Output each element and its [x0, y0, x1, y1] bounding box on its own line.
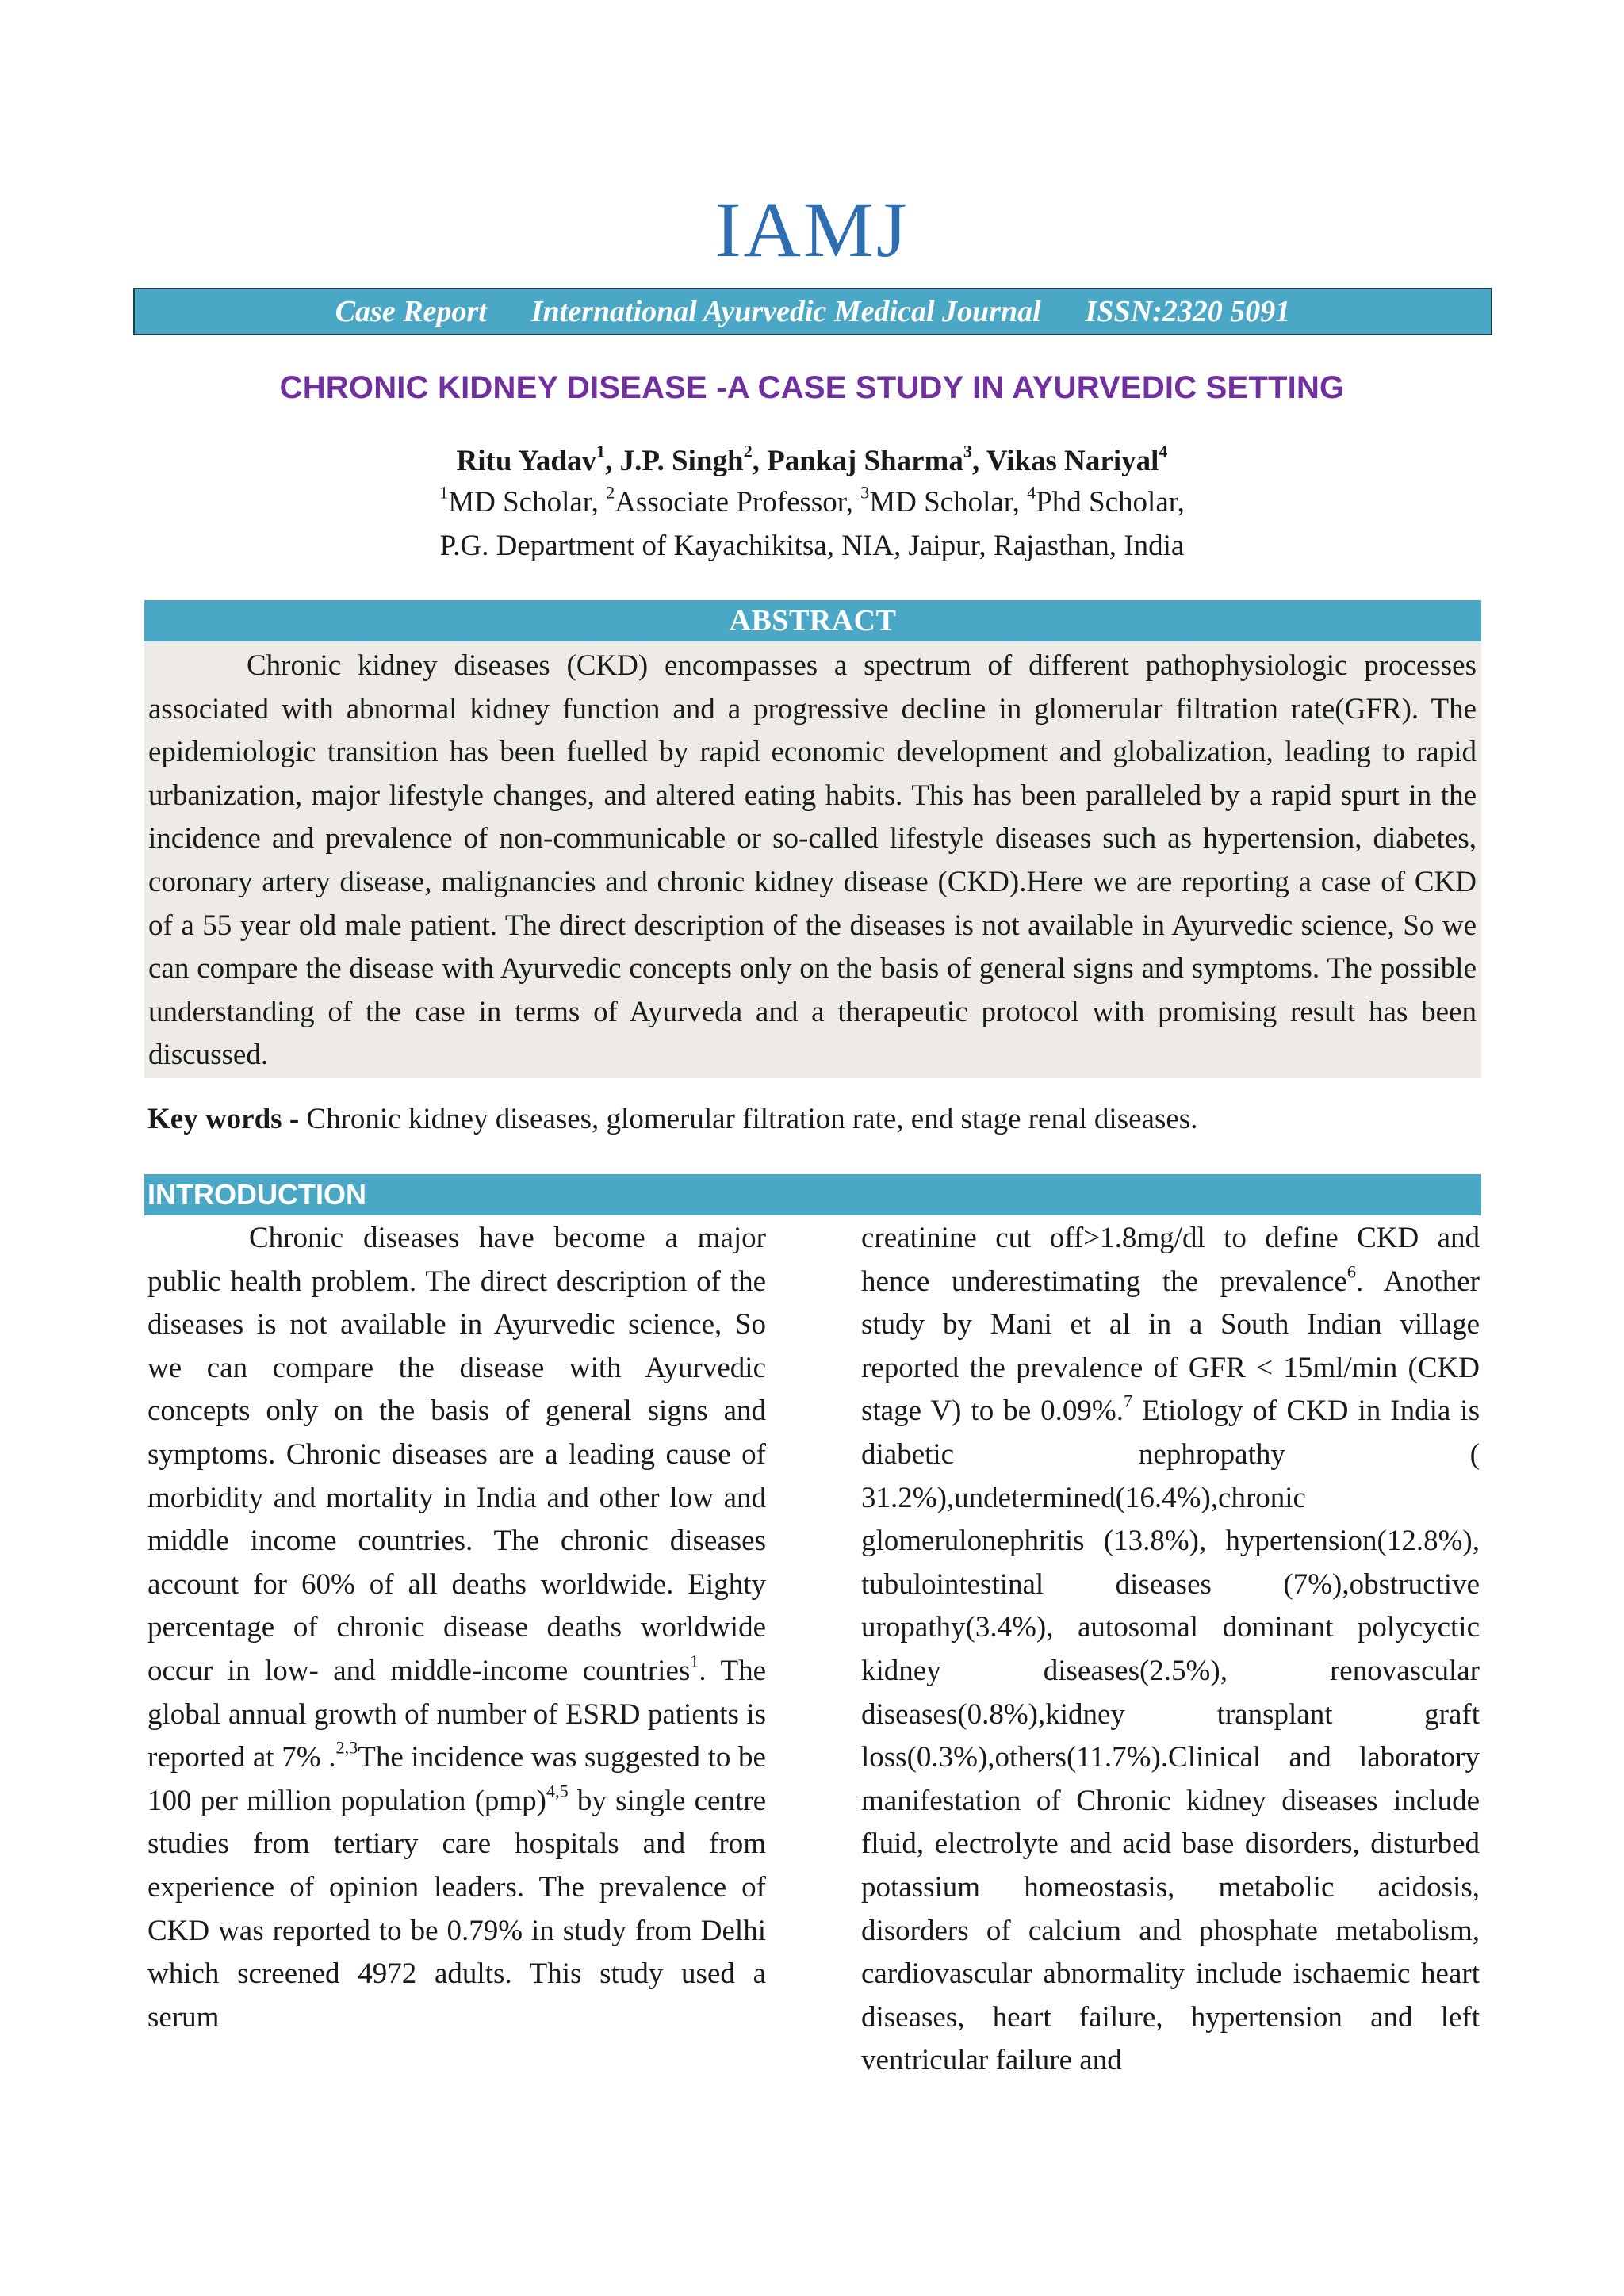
text-run: by single centre studies from tertiary care hospitals and from experience of opinion leaders. The prevalence of CKD was reported to be 0.79% in study from Delhi which screened 4972 adults. This study used a serum: [147, 1784, 767, 2034]
citation: 4,5: [546, 1781, 569, 1801]
abstract-text: Chronic kidney diseases (CKD) encompasses a spectrum of different pathophysiologic processes associated with abnormal kidney function and a progressive decline in glomerular filtration rate(GFR). The epidemiologic transition has been fuelled by rapid economic development and globalization, leading to rapid urbanization, major lifestyle changes, and altered eating habits. This has been paralleled by a rapid spurt in the incidence and prevalence of non-communicable or so-called lifestyle diseases such as hypertension, diabetes, coronary artery disease, malignancies and chronic kidney disease (CKD).Here we are reporting a case of CKD of a 55 year old male patient. The direct description of the diseases is not available in Ayurvedic science, So we can compare the disease with Ayurvedic concepts only on the basis of general signs and symptoms. The possible understanding of the case in terms of Ayurveda and a therapeutic protocol with promising result has been discussed.: [148, 649, 1477, 1072]
author-roles: [0, 482, 1624, 519]
author-name: Pankaj Sharma: [767, 445, 963, 477]
role-sup: 1: [439, 482, 449, 503]
role: MD Scholar,: [448, 486, 599, 519]
intro-column-left: [147, 1217, 766, 2039]
article-type: Case Report: [335, 295, 487, 328]
intro-paragraph: [147, 1217, 766, 2039]
keywords-text: Chronic kidney diseases, glomerular filtration rate, end stage renal diseases.: [299, 1103, 1198, 1135]
citation: 2,3: [335, 1737, 358, 1758]
citation: 6: [1346, 1261, 1356, 1281]
author-sup: 4: [1159, 441, 1168, 461]
journal-header-bar: [133, 288, 1492, 335]
introduction-heading: INTRODUCTION: [144, 1174, 1481, 1215]
intro-paragraph: [861, 1217, 1480, 2083]
citation: 7: [1123, 1391, 1133, 1411]
article-title: CHRONIC KIDNEY DISEASE -A CASE STUDY IN AYURVEDIC SETTING: [279, 370, 1345, 405]
text-run: . The global annual growth of number of ESRD patients is reported at 7% .: [147, 1654, 766, 1774]
keywords-label: Key words -: [147, 1103, 300, 1135]
role-sup: 3: [860, 482, 870, 503]
author-name: Ritu Yadav: [456, 445, 596, 477]
text-run: creatinine cut off>1.8mg/dl to define CKD and hence underestimating the prevalence: [861, 1222, 1480, 1298]
citation: 1: [690, 1651, 699, 1671]
author-sup: 2: [743, 441, 753, 461]
role-sup: 2: [606, 482, 615, 503]
author-sup: 3: [963, 441, 972, 461]
role: Phd Scholar,: [1036, 486, 1185, 519]
affiliation: P.G. Department of Kayachikitsa, NIA, Jaipur, Rajasthan, India: [439, 530, 1185, 562]
author-list: Ritu Yadav$^1$, J.P. Singh$^2$, Pankaj Sharma$^3$, Vikas Nariyal$^4$: [456, 441, 1168, 477]
keywords: [147, 1102, 1480, 1136]
author-name: J.P. Singh: [619, 445, 744, 477]
role-sup: 4: [1027, 482, 1036, 503]
abstract-box: [144, 641, 1481, 1078]
journal-name: International Ayurvedic Medical Journal: [530, 295, 1041, 328]
intro-column-right: [861, 1217, 1480, 2083]
role: MD Scholar,: [869, 486, 1020, 519]
role: Associate Professor,: [615, 486, 853, 519]
author-sup: 1: [596, 441, 606, 461]
abstract-heading: ABSTRACT: [144, 600, 1481, 641]
text-run: . Another study by Mani et al in a South Indian village reported the prevalence of GFR < 15ml/min (CKD stage V) to be 0.09%.: [861, 1265, 1480, 1428]
journal-logo: IAMJ: [714, 186, 910, 274]
text-run: Etiology of CKD in India is diabetic nephropathy ( 31.2%),undetermined(16.4%),chronic glomerulonephritis (13.8%), hypertension(12.8%), tubulointestinal diseases (7%),obstructive uropathy(3.4%), autosomal dominant polycyctic kidney diseases(2.5%), renovascular diseases(0.8%),kidney transplant graft loss(0.3%),others(11.7%).Clinical and laboratory manifestation of Chronic kidney diseases include fluid, electrolyte and acid base disorders, disturbed potassium homeostasis, metabolic acidosis, disorders of calcium and phosphate metabolism, cardiovascular abnormality include ischaemic heart diseases, heart failure, hypertension and left ventricular failure and: [861, 1395, 1480, 2077]
text-run: Chronic diseases have become a major public health problem. The direct description of the diseases is not available in Ayurvedic science, So we can compare the disease with Ayurvedic concepts only on the basis of general signs and symptoms. Chronic diseases are a leading cause of morbidity and mortality in India and other low and middle income countries. The chronic diseases account for 60% of all deaths worldwide. Eighty percentage of chronic disease deaths worldwide occur in low- and middle-income countries: [147, 1222, 766, 1687]
author-name: Vikas Nariyal: [986, 445, 1159, 477]
issn: ISSN:2320 5091: [1085, 295, 1291, 328]
text-run: The incidence was suggested to be 100 per million population (pmp): [147, 1741, 766, 1817]
